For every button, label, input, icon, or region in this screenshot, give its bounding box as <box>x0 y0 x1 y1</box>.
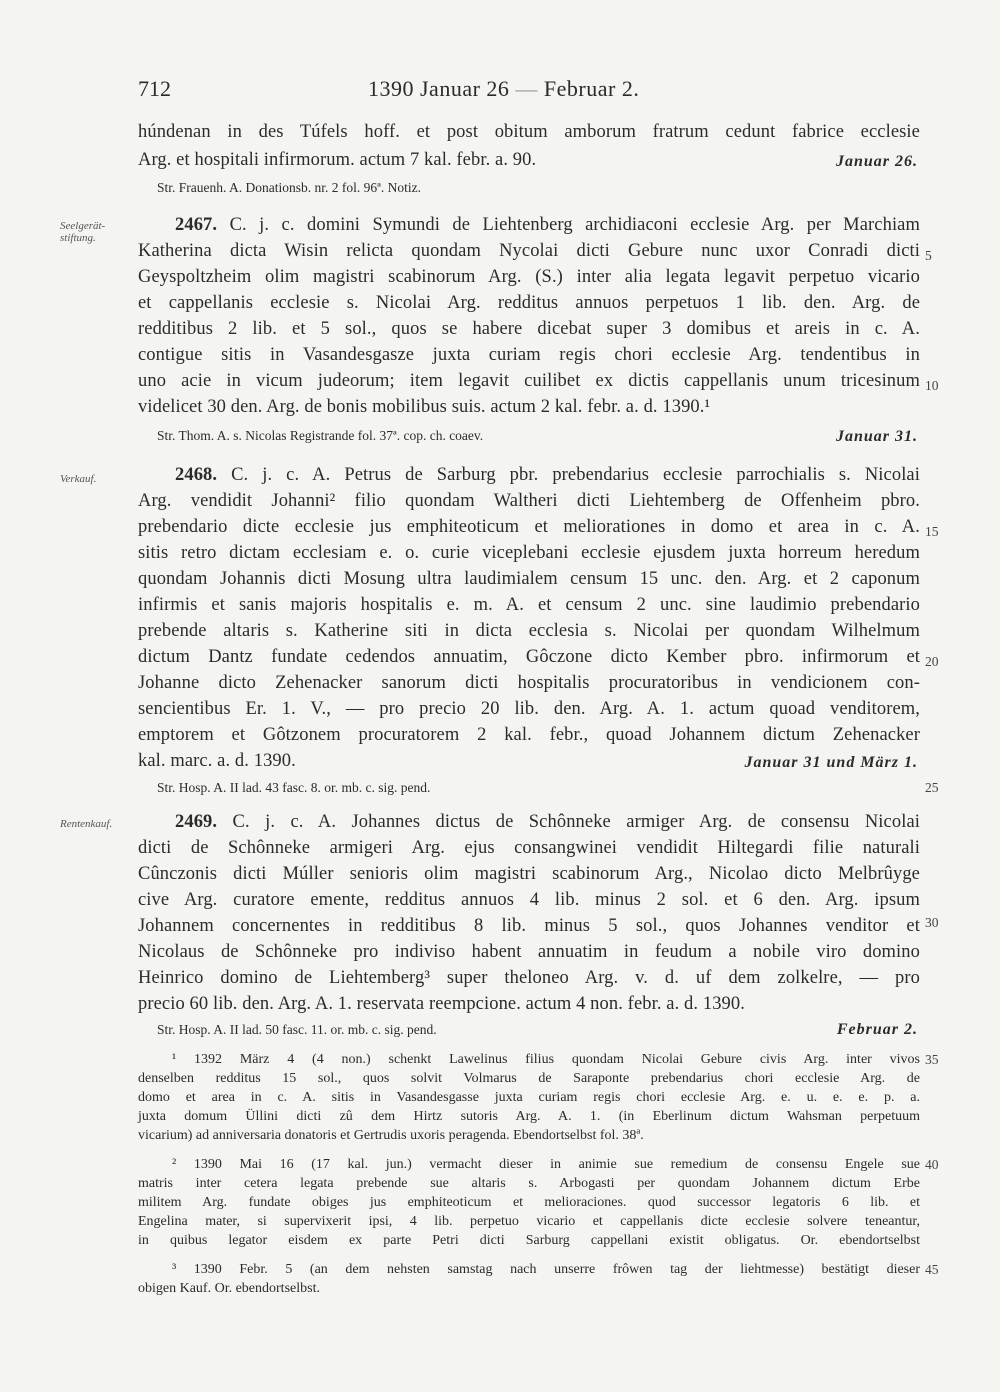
text-line: sitis retro dictam ecclesiam e. o. curie viceplebani ecclesie ejusdem juxta horreum heredum <box>138 543 920 563</box>
running-title-end: Februar 2. <box>543 76 640 101</box>
line-number: 20 <box>925 654 939 669</box>
text-line: Cûnczonis dicti Múller senioris olim magistri scabinorum Arg., Nicolao dicto Melbrûyge <box>138 864 920 884</box>
text-line: contigue sitis in Vasandesgasze juxta curiam regis chori ecclesie Arg. tendentibus in <box>138 345 920 365</box>
text-line: precio 60 lib. den. Arg. A. 1. reservata reempcione. actum 4 non. febr. a. d. 1390. <box>138 994 745 1014</box>
footnote-line: militem Arg. fundate obiges jus emphiteoticum et melioraciones. quod successor legatoris 6 lib. et <box>138 1195 920 1210</box>
footnote-line: matris inter cetera legata prebende sue altaris s. Arbogasti per quondam Johannem dictum Erbe <box>138 1176 920 1191</box>
entry-number: 2467. <box>175 215 218 235</box>
footnote-line: vicarium) ad anniversaria donatoris et Gertrudis uxoris peragenda. Ebendortselbst fol. 38ª. <box>138 1128 644 1143</box>
text-line: Arg. vendidit Johanni² filio quondam Waltheri dicti Liehtemberg de Offenheim pbro. <box>138 491 920 511</box>
line-number: 35 <box>925 1052 939 1067</box>
text-line: kal. marc. a. d. 1390. <box>138 751 296 771</box>
running-title <box>368 76 639 102</box>
margin-note: Verkauf. <box>60 473 97 485</box>
entry-first-line: 2469. C. j. c. A. Johannes dictus de Schônneke armiger Arg. de consensu Nicolai <box>175 812 920 832</box>
source-citation: Str. Thom. A. s. Nicolas Registrande fol. 37ª. cop. ch. coaev. <box>157 428 484 443</box>
entry-first-line: 2467. C. j. c. domini Symundi de Liehtenberg archidiaconi ecclesie Arg. per Marchiam <box>175 215 920 235</box>
entry-date: Januar 31. <box>835 428 918 445</box>
margin-note: Seelgerät- stiftung. <box>60 220 106 244</box>
text-line: Geyspoltzheim olim magistri scabinorum Arg. (S.) inter alia legata legavit perpetuo vicario <box>138 267 920 287</box>
margin-note: Rentenkauf. <box>60 818 113 830</box>
footnote-line: ³ 1390 Febr. 5 (an dem nehsten samstag nach unserre frôwen tag der liehtmesse) bestätigt dieser <box>172 1262 920 1277</box>
footnote-line: in quibus legator eisdem ex parte Petri dicti Sarburg cappellani existit obligatus. Or. ebendortselbst <box>138 1233 920 1248</box>
footnote-line: Engelina mater, si supervixerit ipsi, 4 lib. perpetuo vicario et cappellanis dicte ecclesie solvere teneantur, <box>138 1214 920 1229</box>
text-line: sencientibus Er. 1. V., — pro precio 20 lib. den. Arg. A. 1. actum quoad venditorem, <box>138 699 920 719</box>
footnote-line: domo et area in c. A. sitis in Vasandesgasse juxta curiam regis chori ecclesie Arg. e. u. e. e. p. a. <box>138 1090 920 1105</box>
line-number: 25 <box>925 780 939 795</box>
footnote-line: obigen Kauf. Or. ebendortselbst. <box>138 1281 320 1296</box>
entry-date: Januar 31 und März 1. <box>744 754 918 771</box>
entry-number: 2469. <box>175 812 218 832</box>
line-number: 15 <box>925 524 939 539</box>
text-line: uno acie in vicum judeorum; item legavit cuilibet ex dictis cappellanis unum tricesinum <box>138 371 920 391</box>
text-line: Heinrico domino de Liehtemberg³ super theloneo Arg. v. d. uf dem zolkelre, — pro <box>138 968 920 988</box>
running-title-start: 1390 Januar 26 <box>368 76 510 101</box>
text-line: redditibus 2 lib. et 5 sol., quos se habere dicebat super 3 domibus et areis in c. A. <box>138 319 920 339</box>
footnote-line: ¹ 1392 März 4 (4 non.) schenkt Lawelinus filius quondam Nicolai Gebure civis Arg. inter vivos <box>172 1052 920 1067</box>
text-line: Johannem concernentes in redditibus 8 lib. minus 5 sol., quos Johannes venditor et <box>138 916 920 936</box>
entry-date: Januar 26. <box>835 153 918 170</box>
line-number: 10 <box>925 378 939 393</box>
text-line: et cappellanis ecclesie s. Nicolai Arg. redditus annuos perpetuos 1 lib. den. Arg. de <box>138 293 920 313</box>
text-line: videlicet 30 den. Arg. de bonis mobilibus suis. actum 2 kal. febr. a. d. 1390.¹ <box>138 397 711 417</box>
text-line: infirmis et sanis majoris hospitalis e. m. A. et censum 2 unc. sine laudimio prebendario <box>138 595 920 615</box>
source-citation: Str. Frauenh. A. Donationsb. nr. 2 fol. 96ª. Notiz. <box>157 180 421 195</box>
text-line: cive Arg. curatore emente, redditus annuos 4 lib. minus 2 sol. et 6 den. Arg. ipsum <box>138 890 920 910</box>
line-number: 40 <box>925 1157 939 1172</box>
entry-date: Februar 2. <box>836 1021 918 1038</box>
footnote-line: denselben redditus 15 sol., quos solvit Volmarus de Saraponte prebendarius chori ecclesie Arg. de <box>138 1071 920 1086</box>
text-line: quondam Johannis dicti Mosung ultra laudimialem censum 15 unc. den. Arg. et 2 caponum <box>138 569 920 589</box>
text-line: prebende altaris s. Katherine siti in dicta ecclesia s. Nicolai per quondam Wilhelmum <box>138 621 920 641</box>
text-line: prebendario dicte ecclesie jus emphiteoticum et meliorationes in domo et area in c. A. <box>138 517 920 537</box>
text-line: dicti de Schônneke armigeri Arg. ejus consangwinei vendidit Hiltegardi filie naturali <box>138 838 920 858</box>
line-number: 45 <box>925 1262 939 1277</box>
entry-number: 2468. <box>175 465 218 485</box>
running-title-dash: — <box>515 76 538 101</box>
footnote-line: juxta domum Üllini dicti zû dem Hirtz sutoris Arg. A. 1. (in Eberlinum dictum Wahsman perpetuum <box>138 1109 920 1124</box>
line-number: 5 <box>925 248 932 263</box>
line-number: 30 <box>925 915 939 930</box>
text-line: húndenan in des Túfels hoff. et post obitum amborum fratrum cedunt fabrice ecclesie <box>138 122 920 142</box>
footnote-line: ² 1390 Mai 16 (17 kal. jun.) vermacht dieser in animie sue remedium de consensu Engele sue <box>172 1157 920 1172</box>
page-number: 712 <box>138 76 171 101</box>
text-line: Arg. et hospitali infirmorum. actum 7 kal. febr. a. 90. <box>138 150 537 170</box>
entry-first-line: 2468. C. j. c. A. Petrus de Sarburg pbr. prebendarius ecclesie parrochialis s. Nicolai <box>175 465 920 485</box>
text-line: Nicolaus de Schônneke pro indiviso habent annuatim in feudum a nobile viro domino <box>138 942 920 962</box>
text-line: Katherina dicta Wisin relicta quondam Nycolai dicti Gebure nunc uxor Conradi dicti <box>138 241 920 261</box>
text-line: dictum Dantz fundate cedendos annuatim, Gôczone dicto Kember pbro. infirmorum et <box>138 647 920 667</box>
text-line: Johanne dicto Zehenacker sanorum dicti hospitalis procuratoribus in vendicionem con- <box>138 673 920 693</box>
text-line: emptorem et Gôtzonem procuratorem 2 kal. febr., quoad Johannem dictum Zehenacker <box>138 725 920 745</box>
source-citation: Str. Hosp. A. II lad. 43 fasc. 8. or. mb. c. sig. pend. <box>157 780 431 795</box>
source-citation: Str. Hosp. A. II lad. 50 fasc. 11. or. mb. c. sig. pend. <box>157 1022 437 1037</box>
